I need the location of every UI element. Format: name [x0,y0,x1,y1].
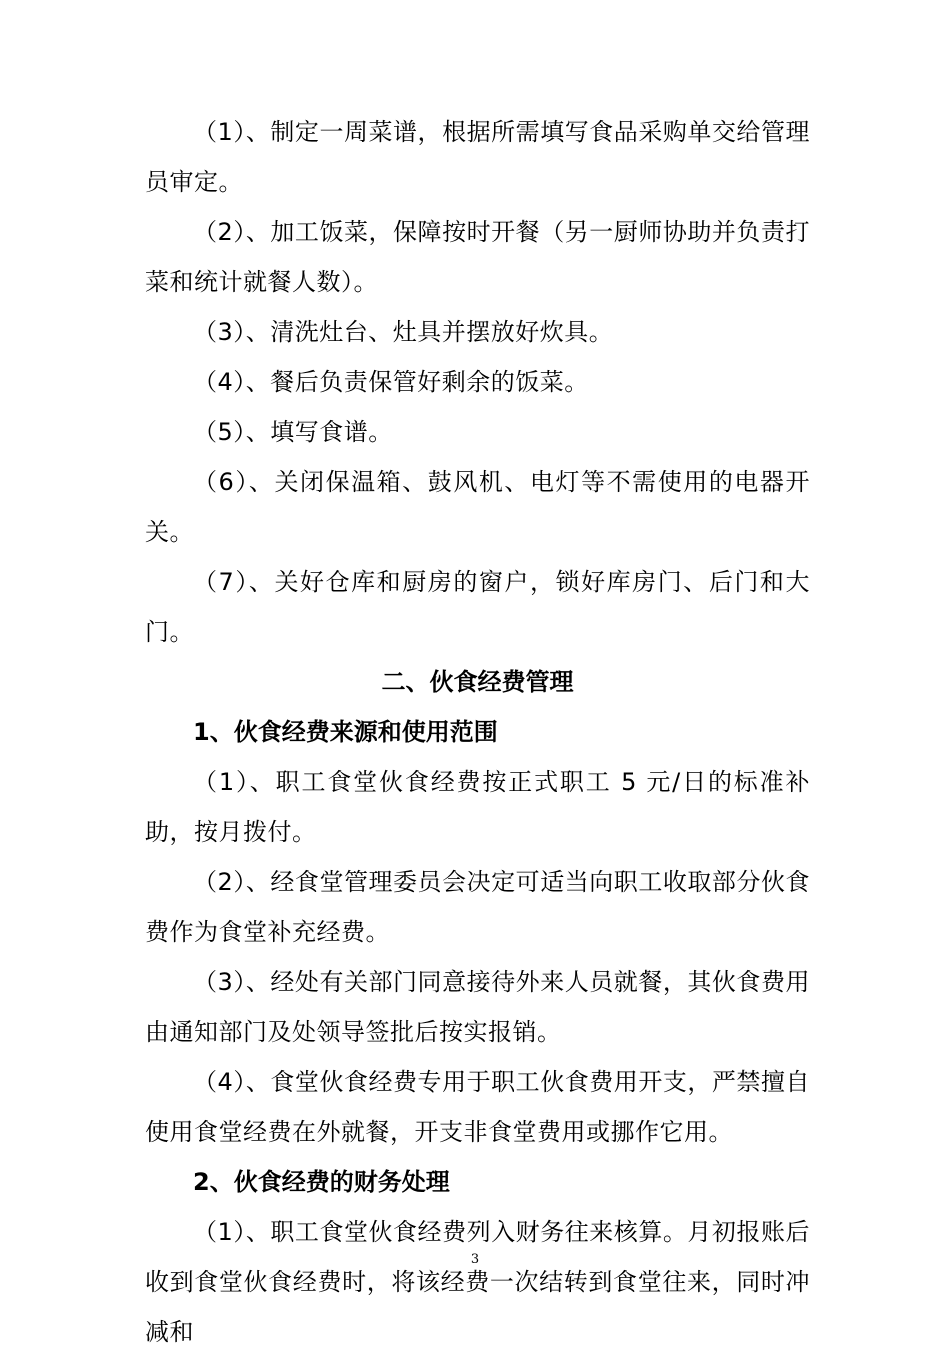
list-item-1-1: （1）、制定一周菜谱，根据所需填写食品采购单交给管理员审定。 [145,118,810,196]
list-item-2-1-1: （1）、职工食堂伙食经费按正式职工 5 元/日的标准补助，按月拨付。 [145,768,810,846]
section-heading-2: 二、伙食经费管理 [381,668,574,696]
list-item-2-1-4: （4）、食堂伙食经费专用于职工伙食费用开支，严禁擅自使用食堂经费在外就餐，开支非食堂费用或挪作它用。 [145,1068,810,1146]
list-item-1-3: （3）、清洗灶台、灶具并摆放好炊具。 [193,318,614,346]
subsection-heading-2-2: 2、伙食经费的财务处理 [193,1168,450,1196]
list-item-1-2: （2）、加工饭菜，保障按时开餐（另一厨师协助并负责打菜和统计就餐人数）。 [145,218,810,296]
list-item-2-1-3: （3）、经处有关部门同意接待外来人员就餐，其伙食费用由通知部门及处领导签批后按实报销。 [145,968,810,1046]
list-item-1-4: （4）、餐后负责保管好剩余的饭菜。 [193,368,589,396]
list-item-2-2-1: （1）、职工食堂伙食经费列入财务往来核算。月初报账后收到食堂伙食经费时，将该经费一次结转到食堂往来，同时冲减和 [145,1218,810,1346]
list-item-2-1-2: （2）、经食堂管理委员会决定可适当向职工收取部分伙食费作为食堂补充经费。 [145,868,810,946]
list-item-1-7: （7）、关好仓库和厨房的窗户，锁好库房门、后门和大门。 [145,568,810,646]
list-item-1-6: （6）、关闭保温箱、鼓风机、电灯等不需使用的电器开关。 [145,468,810,546]
subsection-heading-2-1: 1、伙食经费来源和使用范围 [193,718,498,746]
list-item-1-5: （5）、填写食谱。 [193,418,393,446]
document-body [145,107,810,1357]
page-number: 3 [470,1252,480,1267]
